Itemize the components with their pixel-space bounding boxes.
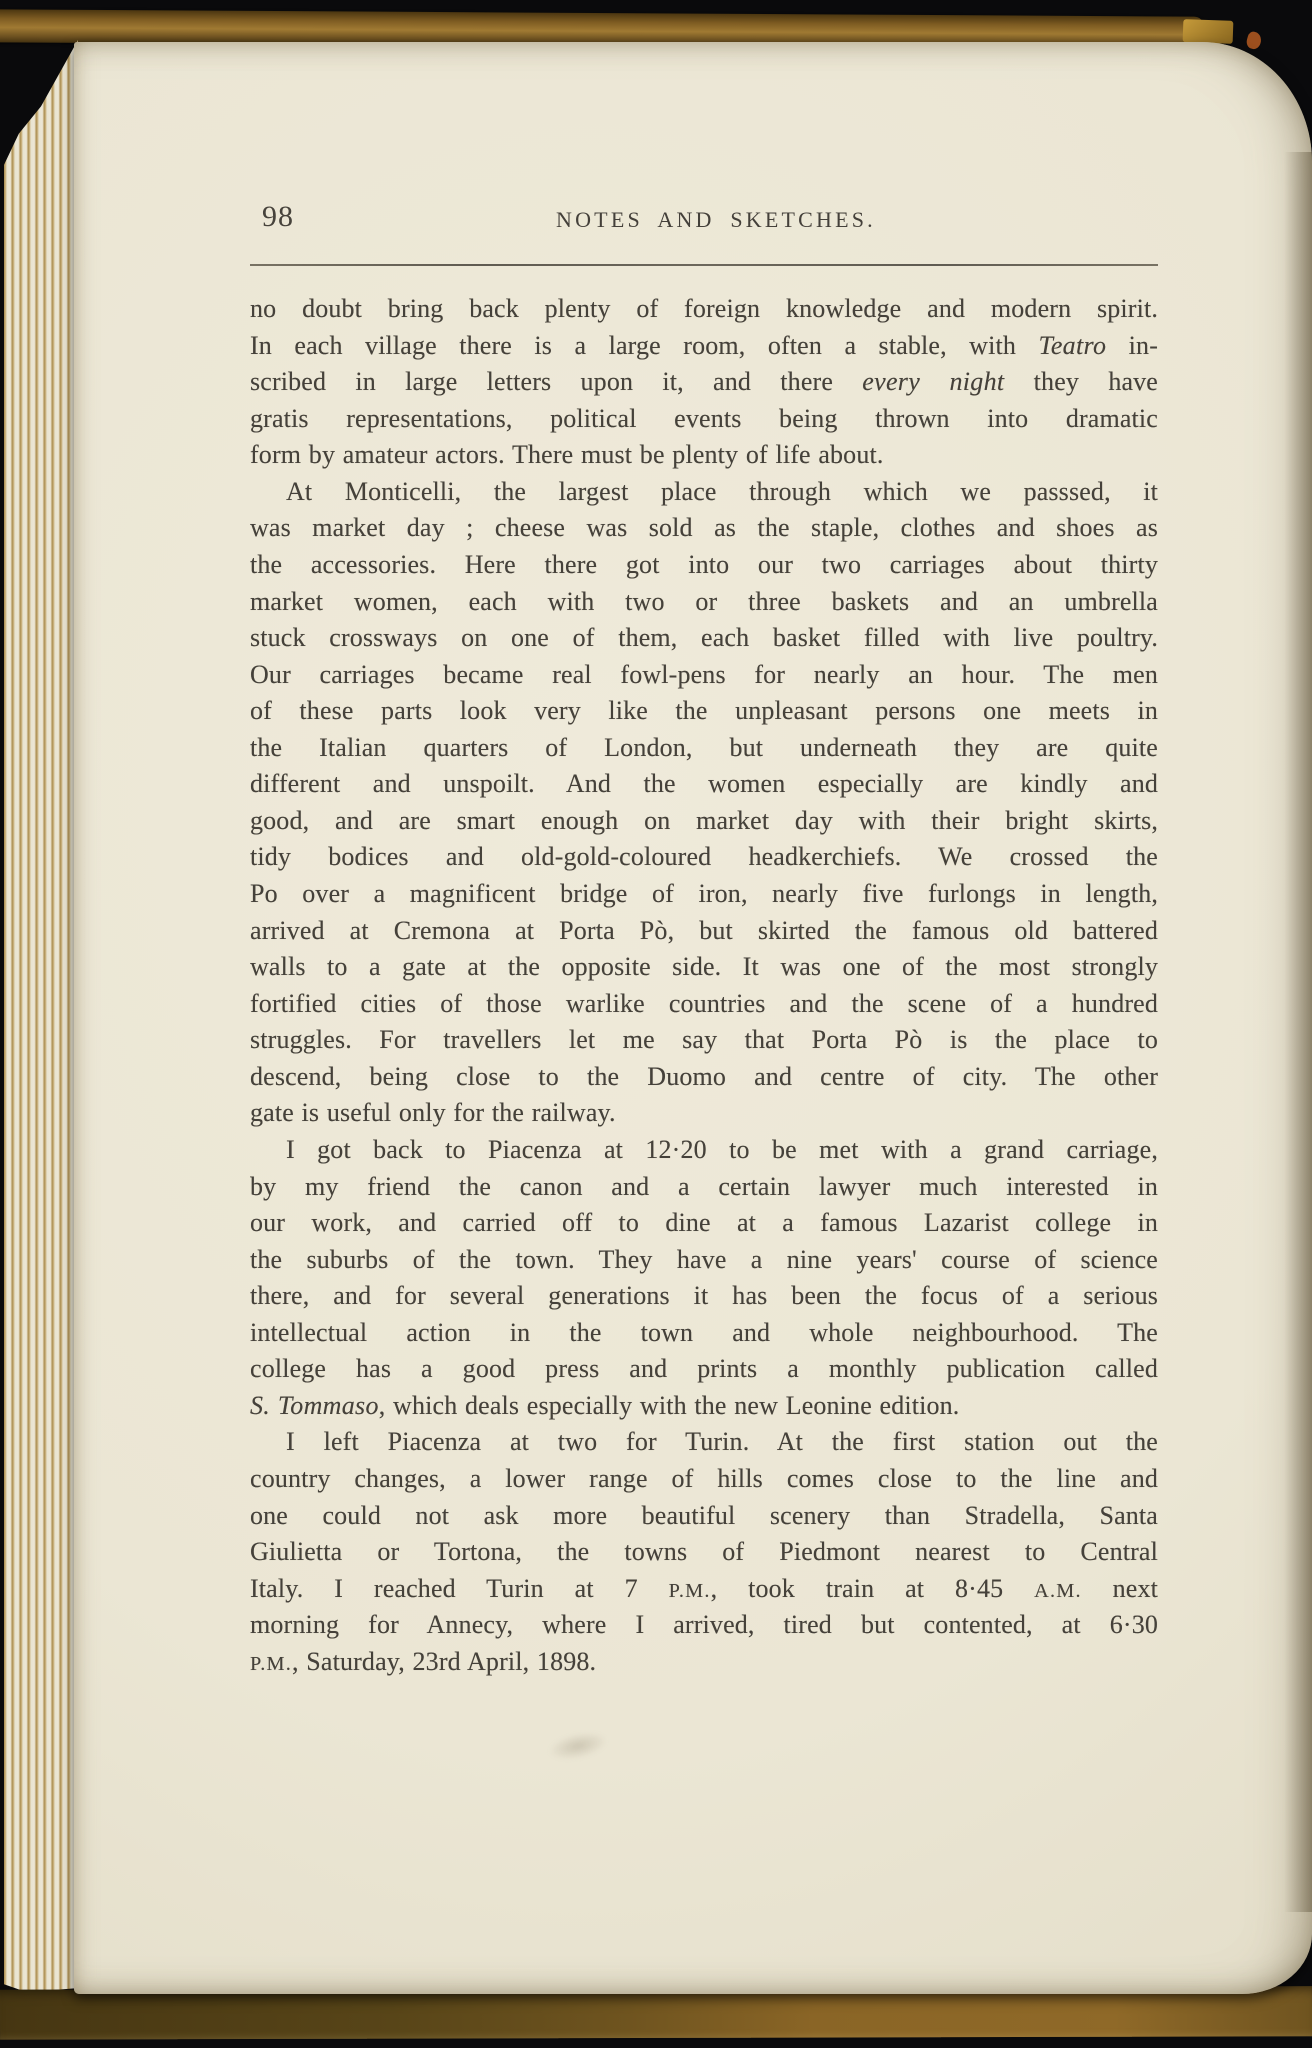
text-line: of these parts look very like the unpleasant persons one meets in — [250, 696, 1158, 726]
text-line: struggles. For travellers let me say that Porta Pò is the place to — [250, 1025, 1158, 1055]
text-line: Italy. I reached Turin at 7 P.M., took train at 8·45 A.M. next — [250, 1573, 1158, 1603]
running-head: NOTES AND SKETCHES. — [556, 207, 876, 232]
text-line: no doubt bring back plenty of foreign knowledge and modern spirit. — [250, 294, 1158, 323]
text-line: there, and for several generations it has been the focus of a serious — [250, 1281, 1158, 1311]
text-line: the accessories. Here there got into our two carriages about thirty — [250, 549, 1158, 579]
text-line: gate is useful only for the railway. — [250, 1098, 616, 1128]
text-line: one could not ask more beautiful scenery than Stradella, Santa — [250, 1500, 1158, 1530]
header-rule — [250, 264, 1158, 266]
text-line: country changes, a lower range of hills comes close to the line and — [250, 1464, 1158, 1493]
text-line: intellectual action in the town and whole neighbourhood. The — [250, 1317, 1158, 1347]
text-line: S. Tommaso, which deals especially with the new Leonine edition. — [250, 1390, 960, 1420]
text-line: morning for Annecy, where I arrived, tired but contented, at 6·30 — [250, 1610, 1158, 1640]
text-line: different and unspoilt. And the women especially are kindly and — [250, 769, 1158, 799]
text-line: the suburbs of the town. They have a nine years' course of science — [250, 1244, 1158, 1274]
text-line: the Italian quarters of London, but underneath they are quite — [250, 732, 1158, 762]
text-line: walls to a gate at the opposite side. It was one of the most strongly — [250, 952, 1158, 982]
text-line: scribed in large letters upon it, and there every night they have — [250, 367, 1158, 397]
text-line: I left Piacenza at two for Turin. At the first station out the — [286, 1427, 1158, 1457]
text-line: tidy bodices and old-gold-coloured headkerchiefs. We crossed the — [250, 842, 1158, 872]
text-line: was market day ; cheese was sold as the staple, clothes and shoes as — [250, 513, 1158, 543]
text-line: our work, and carried off to dine at a famous Lazarist college in — [250, 1208, 1158, 1238]
text-line: form by amateur actors. There must be plenty of life about. — [250, 440, 884, 470]
text-line: Po over a magnificent bridge of iron, nearly five furlongs in length, — [250, 879, 1158, 908]
text-line: fortified cities of those warlike countries and the scene of a hundred — [250, 988, 1158, 1018]
text-line: good, and are smart enough on market day with their bright skirts, — [250, 805, 1158, 835]
text-line: At Monticelli, the largest place through which we passsed, it — [286, 476, 1158, 506]
text-line: I got back to Piacenza at 12·20 to be met with a grand carriage, — [286, 1134, 1158, 1164]
text-line: Giulietta or Tortona, the towns of Piedmont nearest to Central — [250, 1537, 1158, 1567]
page-body — [250, 291, 1158, 1680]
text-line: arrived at Cremona at Porta Pò, but skirted the famous old battered — [250, 915, 1158, 945]
text-line: P.M., Saturday, 23rd April, 1898. — [250, 1646, 597, 1676]
text-line: In each village there is a large room, often a stable, with Teatro in- — [250, 330, 1158, 360]
text-line: stuck crossways on one of them, each basket filled with live poultry. — [250, 623, 1158, 653]
text-line: by my friend the canon and a certain lawyer much interested in — [250, 1171, 1158, 1201]
pencil-smudge — [532, 1719, 624, 1772]
text-line: college has a good press and prints a monthly publication called — [250, 1354, 1158, 1384]
text-line: Our carriages became real fowl-pens for nearly an hour. The men — [250, 659, 1158, 689]
text-line: market women, each with two or three baskets and an umbrella — [250, 586, 1158, 616]
text-line: descend, being close to the Duomo and centre of city. The other — [250, 1061, 1158, 1091]
page-number: 98 — [262, 200, 294, 233]
text-line: gratis representations, political events being thrown into dramatic — [250, 403, 1158, 433]
